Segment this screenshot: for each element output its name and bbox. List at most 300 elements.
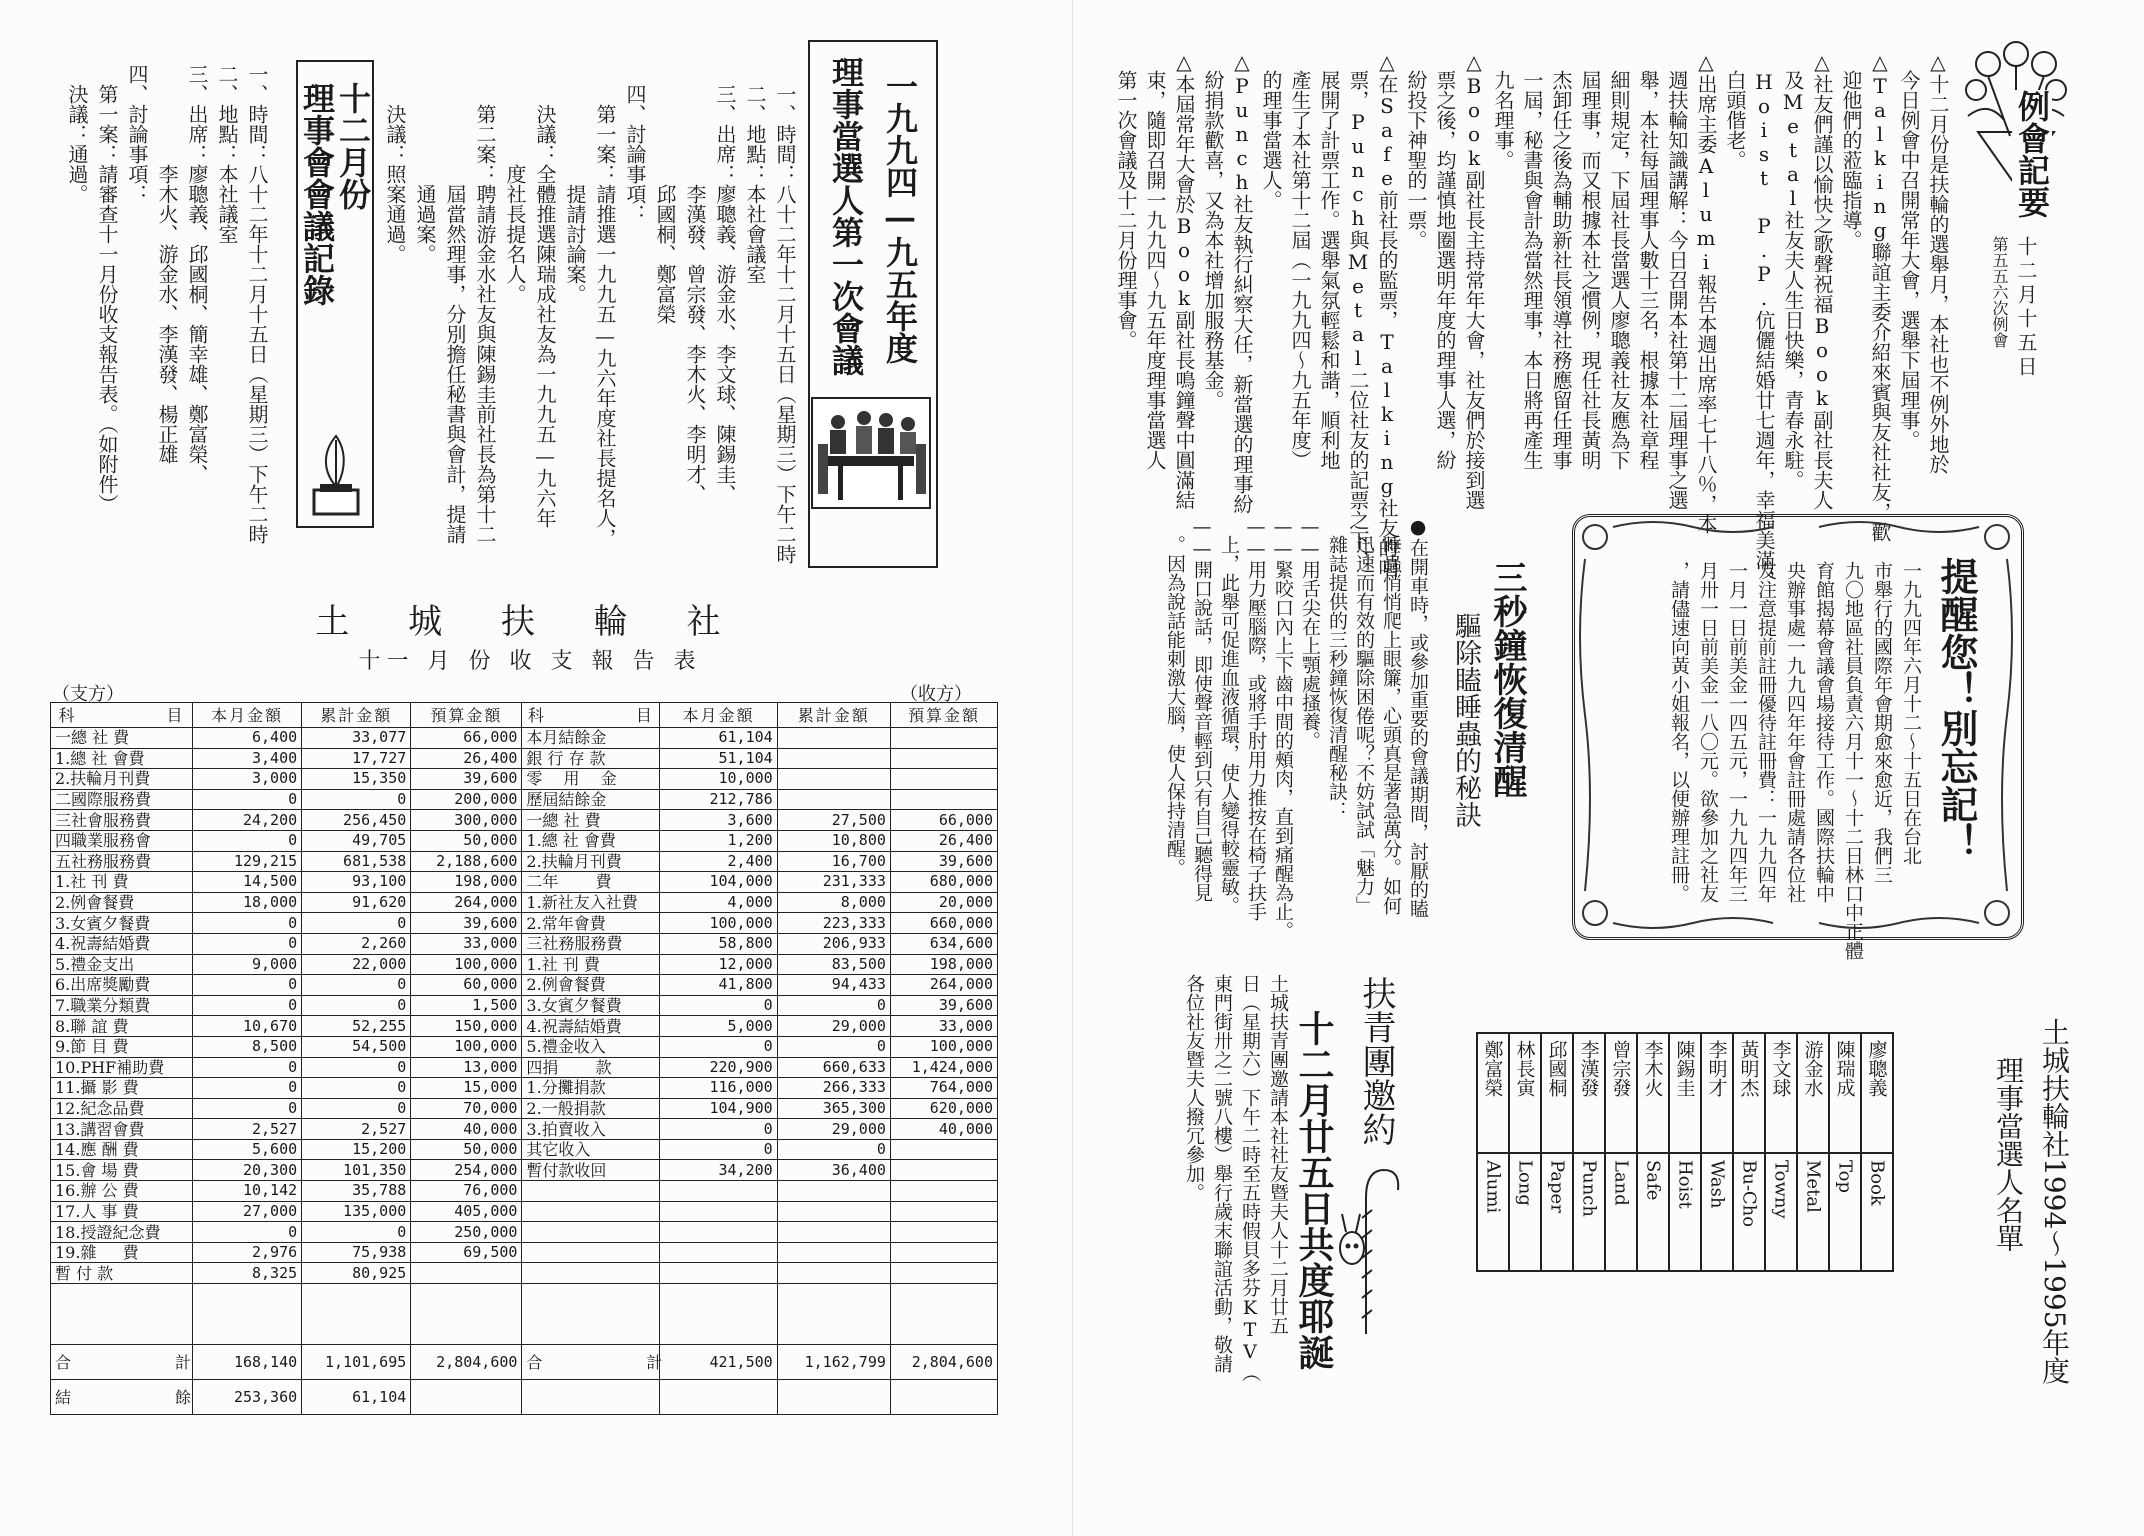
income-item: 暫付款收回 bbox=[522, 1160, 660, 1181]
expense-item: 暫 付 款 bbox=[51, 1263, 193, 1284]
tips-line-6: ——緊咬口內上下齒中間的頰肉，直到痛醒為止。 bbox=[1272, 516, 1294, 940]
expense-cumulative: 93,100 bbox=[302, 872, 411, 893]
meeting2-line-6: 第一案：請審查十一月份收支報告表。（如附件） bbox=[95, 64, 119, 514]
income-item bbox=[522, 1263, 660, 1284]
income-cumulative bbox=[777, 1242, 890, 1263]
expense-item: 5.禮金支出 bbox=[51, 954, 193, 975]
expense-cumulative: 2,527 bbox=[302, 1119, 411, 1140]
expense-total-label: 合 計 bbox=[51, 1345, 193, 1380]
finance-row bbox=[51, 851, 998, 872]
income-cumulative: 266,333 bbox=[777, 1078, 890, 1099]
expense-item: 10.PHF補助費 bbox=[51, 1057, 193, 1078]
income-month: 0 bbox=[660, 995, 777, 1016]
meeting1-line-4: 李漢發、曾宗發、李木火、李明才、 bbox=[683, 84, 707, 504]
expense-item: 8.聯 誼 費 bbox=[51, 1016, 193, 1037]
finance-balance-row bbox=[51, 1380, 998, 1415]
expense-month: 6,400 bbox=[193, 728, 302, 749]
header-expense-item: 科 目 bbox=[51, 703, 193, 728]
income-month: 212,786 bbox=[660, 789, 777, 810]
expense-cumulative: 22,000 bbox=[302, 954, 411, 975]
income-month: 104,000 bbox=[660, 872, 777, 893]
income-item: 2.扶輪月刊費 bbox=[522, 851, 660, 872]
minutes-line-24: 的理事當選人。 bbox=[1259, 50, 1283, 210]
expense-total-cumulative: 1,101,695 bbox=[302, 1345, 411, 1380]
roster-name: 黃明杰 bbox=[1737, 1040, 1760, 1097]
income-item bbox=[522, 1181, 660, 1202]
expense-total-budget: 2,804,600 bbox=[411, 1345, 522, 1380]
finance-row bbox=[51, 1036, 998, 1057]
meeting1-title-line2: 理事當選人第一次會議 bbox=[827, 56, 865, 376]
minutes-line-6: 及Metal社友夫人生日快樂，青春永駐。 bbox=[1781, 50, 1805, 490]
reminder-line-7: 一月一日前美金一四五元，一九九四年三 bbox=[1726, 561, 1748, 903]
income-month: 10,000 bbox=[660, 769, 777, 790]
expense-cumulative: 256,450 bbox=[302, 810, 411, 831]
finance-row bbox=[51, 748, 998, 769]
minutes-line-15: 一屆，秘書與會計為當然理事，本日將再產生 bbox=[1520, 50, 1544, 470]
income-cumulative bbox=[777, 1222, 890, 1243]
income-month bbox=[660, 1222, 777, 1243]
roster-nickname: Safe bbox=[1642, 1160, 1664, 1201]
expense-month: 18,000 bbox=[193, 892, 302, 913]
meeting2-line-1: 一、時間：八十二年十二月十五日（星期三）下午二時 bbox=[245, 64, 269, 544]
income-total-month: 421,500 bbox=[660, 1345, 777, 1380]
income-item bbox=[522, 1242, 660, 1263]
income-cumulative: 0 bbox=[777, 995, 890, 1016]
finance-row bbox=[51, 995, 998, 1016]
income-budget: 39,600 bbox=[890, 995, 997, 1016]
finance-club-name: 土 城 扶 輪 社 bbox=[315, 602, 745, 642]
finance-header-row bbox=[51, 703, 998, 728]
minutes-line-19: 紛投下神聖的一票。 bbox=[1404, 50, 1428, 250]
expense-budget: 39,600 bbox=[411, 769, 522, 790]
income-budget bbox=[890, 769, 997, 790]
expense-cumulative: 101,350 bbox=[302, 1160, 411, 1181]
expense-total-month: 168,140 bbox=[193, 1345, 302, 1380]
income-month: 100,000 bbox=[660, 913, 777, 934]
income-cumulative: 365,300 bbox=[777, 1098, 890, 1119]
income-month: 51,104 bbox=[660, 748, 777, 769]
expense-item: 3.女賓夕餐費 bbox=[51, 913, 193, 934]
expense-cumulative: 0 bbox=[302, 1057, 411, 1078]
reminder-line-5: 央辦事處一九九四年年會註冊處請各位社 bbox=[1784, 561, 1806, 903]
minutes-line-18: 票之後，均謹慎地圈選明年度的理事人選，紛 bbox=[1433, 50, 1457, 470]
income-item: 二年 費 bbox=[522, 872, 660, 893]
income-cumulative bbox=[777, 769, 890, 790]
invite-line-4: 各位社友暨夫人撥冗參加。 bbox=[1183, 974, 1205, 1202]
meeting2-line-3: 三、出席：廖聰義、邱國桐、簡幸雄、鄭富榮、 bbox=[185, 64, 209, 484]
income-budget bbox=[890, 1160, 997, 1181]
income-month: 12,000 bbox=[660, 954, 777, 975]
expense-budget: 50,000 bbox=[411, 830, 522, 851]
income-cumulative bbox=[777, 748, 890, 769]
income-item: 一總 社 費 bbox=[522, 810, 660, 831]
finance-report-title: 十一 月 份 收 支 報 告 表 bbox=[358, 649, 702, 674]
reminder-line-3: 九〇地區社員負責六月十一～十二日林口中正體 bbox=[1842, 561, 1864, 960]
finance-row bbox=[51, 1139, 998, 1160]
expense-budget: 50,000 bbox=[411, 1139, 522, 1160]
meeting1-line-3: 三、出席：廖聰義、游金水、李文球、陳錫圭、 bbox=[713, 84, 737, 504]
income-budget bbox=[890, 789, 997, 810]
income-budget: 20,000 bbox=[890, 892, 997, 913]
expense-item: 15.會 場 費 bbox=[51, 1160, 193, 1181]
expense-month: 2,976 bbox=[193, 1242, 302, 1263]
meeting1-line-10: 度社長提名人。 bbox=[503, 84, 527, 304]
expense-month: 0 bbox=[193, 1222, 302, 1243]
expense-month: 0 bbox=[193, 995, 302, 1016]
expense-month: 129,215 bbox=[193, 851, 302, 872]
income-month: 4,000 bbox=[660, 892, 777, 913]
expense-month: 0 bbox=[193, 1098, 302, 1119]
income-item: 三社務服務費 bbox=[522, 933, 660, 954]
income-total-budget: 2,804,600 bbox=[890, 1345, 997, 1380]
expense-month: 8,500 bbox=[193, 1036, 302, 1057]
expense-month: 20,300 bbox=[193, 1160, 302, 1181]
candy-cane-bunny-icon bbox=[1332, 1158, 1404, 1338]
expense-budget: 13,000 bbox=[411, 1057, 522, 1078]
minutes-line-3: △Talking聯誼主委介紹來賓與友社社友，歡 bbox=[1868, 50, 1892, 542]
expense-item: 4.祝壽結婚費 bbox=[51, 933, 193, 954]
minutes-title: 例會記要 bbox=[2013, 90, 2051, 218]
expense-cumulative: 17,727 bbox=[302, 748, 411, 769]
income-cumulative: 29,000 bbox=[777, 1016, 890, 1037]
reminder-line-1: 一九九四年六月十二～十五日在台北 bbox=[1900, 561, 1922, 865]
expense-cumulative: 15,350 bbox=[302, 769, 411, 790]
tips-line-2: 睡蟲悄悄爬上眼簾，心頭真是著急萬分。如何 bbox=[1380, 516, 1402, 915]
meeting1-title-box bbox=[808, 40, 938, 568]
expense-budget: 200,000 bbox=[411, 789, 522, 810]
income-month: 1,200 bbox=[660, 830, 777, 851]
finance-table bbox=[50, 702, 998, 1415]
expense-item: 1.總 社 會費 bbox=[51, 748, 193, 769]
expense-item: 二國際服務費 bbox=[51, 789, 193, 810]
income-total-label: 合 計 bbox=[522, 1345, 660, 1380]
income-side-label: （收方） bbox=[900, 684, 972, 705]
income-item: 2.例會餐費 bbox=[522, 975, 660, 996]
minutes-line-13: 屆理事，而又根據本社之慣例，現任社長黃明 bbox=[1578, 50, 1602, 470]
roster-name: 曾宗發 bbox=[1609, 1040, 1632, 1097]
expense-month: 0 bbox=[193, 975, 302, 996]
finance-row bbox=[51, 892, 998, 913]
finance-row bbox=[51, 872, 998, 893]
income-budget bbox=[890, 1181, 997, 1202]
income-month bbox=[660, 1242, 777, 1263]
expense-cumulative: 35,788 bbox=[302, 1181, 411, 1202]
income-item: 5.禮金收入 bbox=[522, 1036, 660, 1057]
income-budget bbox=[890, 1139, 997, 1160]
income-budget bbox=[890, 1242, 997, 1263]
board-roster-table bbox=[1476, 1032, 1894, 1272]
header-income-item: 科 目 bbox=[522, 703, 660, 728]
expense-cumulative: 52,255 bbox=[302, 1016, 411, 1037]
expense-budget: 100,000 bbox=[411, 954, 522, 975]
expense-month: 0 bbox=[193, 1078, 302, 1099]
expense-item: 17.人 事 費 bbox=[51, 1201, 193, 1222]
expense-budget: 39,600 bbox=[411, 913, 522, 934]
minutes-line-9: △出席主委Alumi報告本週出席率七十八％，本 bbox=[1694, 50, 1718, 534]
expense-item: 14.應 酬 費 bbox=[51, 1139, 193, 1160]
finance-spacer-row bbox=[51, 1284, 998, 1345]
header-income-budget: 預算金額 bbox=[890, 703, 997, 728]
expense-month: 2,527 bbox=[193, 1119, 302, 1140]
minutes-line-16: 九名理事。 bbox=[1491, 50, 1515, 170]
tips-line-3: 迅速而有效的驅除困倦呢？不妨試試「魅力」 bbox=[1353, 516, 1375, 915]
meeting1-line-12: 屆當然理事，分別擔任秘書與會計，提請 bbox=[443, 84, 467, 544]
income-budget: 100,000 bbox=[890, 1036, 997, 1057]
roster-title-line1: 土城扶輪社1994～1995年度 bbox=[2038, 1018, 2071, 1385]
income-month: 116,000 bbox=[660, 1078, 777, 1099]
minutes-line-29: 第一次會議及十二月份理事會。 bbox=[1114, 50, 1138, 350]
meeting1-line-5: 邱國桐、鄭富榮 bbox=[653, 84, 677, 324]
income-item: 2.一般捐款 bbox=[522, 1098, 660, 1119]
expense-cumulative: 681,538 bbox=[302, 851, 411, 872]
quill-inkwell-icon bbox=[306, 432, 366, 518]
meeting1-line-2: 二、地點：本社會議室 bbox=[743, 84, 767, 284]
expense-cumulative: 75,938 bbox=[302, 1242, 411, 1263]
minutes-line-21: 票，Punch與Metal二位社友的記票之下， bbox=[1346, 50, 1370, 570]
minutes-line-20: △在Safe前社長的監票，Talking社友的唱 bbox=[1375, 50, 1399, 578]
income-month: 104,900 bbox=[660, 1098, 777, 1119]
invite-title: 扶青團邀約 bbox=[1356, 976, 1396, 1146]
finance-total-row bbox=[51, 1345, 998, 1380]
minutes-line-8: 白頭偕老。 bbox=[1723, 50, 1747, 170]
roster-nickname: Towny bbox=[1770, 1160, 1792, 1219]
roster-name: 李漢發 bbox=[1577, 1040, 1600, 1097]
reminder-line-2: 市舉行的國際年會期愈來愈近，我們三 bbox=[1871, 561, 1893, 884]
finance-row bbox=[51, 1222, 998, 1243]
roster-name: 李明才 bbox=[1705, 1040, 1728, 1097]
income-item: 4.祝壽結婚費 bbox=[522, 1016, 660, 1037]
finance-row bbox=[51, 1098, 998, 1119]
roster-name: 廖聰義 bbox=[1865, 1040, 1888, 1097]
expense-item: 18.授證紀念費 bbox=[51, 1222, 193, 1243]
income-month bbox=[660, 1181, 777, 1202]
expense-budget: 26,400 bbox=[411, 748, 522, 769]
expense-item: 2.例會餐費 bbox=[51, 892, 193, 913]
income-month bbox=[660, 1201, 777, 1222]
finance-row bbox=[51, 1242, 998, 1263]
minutes-line-7: Hoist P.P.伉儷結婚廿七週年，幸福美滿， bbox=[1752, 50, 1776, 590]
reminder-line-6: 友注意提前註冊優待註冊費：一九九四年 bbox=[1755, 561, 1777, 903]
meeting1-line-14: 決議：照案通過。 bbox=[383, 84, 407, 264]
income-month bbox=[660, 1263, 777, 1284]
income-item: 2.常年會費 bbox=[522, 913, 660, 934]
income-budget: 198,000 bbox=[890, 954, 997, 975]
income-budget: 634,600 bbox=[890, 933, 997, 954]
expense-month: 3,400 bbox=[193, 748, 302, 769]
income-item: 本月結餘金 bbox=[522, 728, 660, 749]
expense-budget: 66,000 bbox=[411, 728, 522, 749]
roster-nickname: Metal bbox=[1802, 1160, 1824, 1213]
income-month: 61,104 bbox=[660, 728, 777, 749]
roster-nickname: Long bbox=[1514, 1160, 1536, 1206]
expense-month: 8,325 bbox=[193, 1263, 302, 1284]
income-cumulative bbox=[777, 1263, 890, 1284]
finance-row bbox=[51, 1160, 998, 1181]
income-item: 歷屆結餘金 bbox=[522, 789, 660, 810]
tips-line-4: 雜誌提供的三秒鐘恢復清醒秘訣： bbox=[1326, 516, 1348, 820]
income-month: 34,200 bbox=[660, 1160, 777, 1181]
invite-line-3: 東門街卅之二號八樓）舉行歲末聯誼活動，敬請 bbox=[1211, 974, 1233, 1373]
roster-name: 李木火 bbox=[1641, 1040, 1664, 1097]
roster-nickname: Bu-Cho bbox=[1738, 1160, 1760, 1228]
expense-item: 16.辦 公 費 bbox=[51, 1181, 193, 1202]
expense-budget: 150,000 bbox=[411, 1016, 522, 1037]
expense-cumulative: 15,200 bbox=[302, 1139, 411, 1160]
minutes-line-17: △Book副社長主持常年大會，社友們於接到選 bbox=[1462, 50, 1486, 510]
roster-nickname: Book bbox=[1866, 1160, 1888, 1206]
roster-name: 林長寅 bbox=[1513, 1040, 1536, 1097]
income-budget: 66,000 bbox=[890, 810, 997, 831]
income-item: 1.分攤捐款 bbox=[522, 1078, 660, 1099]
minutes-line-22: 展開了計票工作。選舉氣氛輕鬆和諧，順利地 bbox=[1317, 50, 1341, 470]
roster-name: 陳瑞成 bbox=[1833, 1040, 1856, 1097]
balance-label: 結 餘 bbox=[51, 1380, 193, 1415]
expense-cumulative: 135,000 bbox=[302, 1201, 411, 1222]
expense-cumulative: 0 bbox=[302, 789, 411, 810]
income-cumulative: 223,333 bbox=[777, 913, 890, 934]
tips-line-9: ——開口說話，即使聲音輕到只有自己聽得見 bbox=[1191, 516, 1213, 902]
income-cumulative: 36,400 bbox=[777, 1160, 890, 1181]
expense-cumulative: 54,500 bbox=[302, 1036, 411, 1057]
invite-line-1: 土城扶青團邀請本社社友暨夫人十二月廿五 bbox=[1267, 974, 1289, 1335]
expense-cumulative: 91,620 bbox=[302, 892, 411, 913]
income-cumulative: 94,433 bbox=[777, 975, 890, 996]
income-budget: 764,000 bbox=[890, 1078, 997, 1099]
expense-item: 三社會服務費 bbox=[51, 810, 193, 831]
finance-row bbox=[51, 1057, 998, 1078]
expense-month: 0 bbox=[193, 933, 302, 954]
finance-row bbox=[51, 728, 998, 749]
minutes-line-14: 杰卸任之後為輔助新社長領導社務應留任理事 bbox=[1549, 50, 1573, 470]
income-month: 3,600 bbox=[660, 810, 777, 831]
expense-budget: 60,000 bbox=[411, 975, 522, 996]
income-cumulative: 206,933 bbox=[777, 933, 890, 954]
expense-month: 24,200 bbox=[193, 810, 302, 831]
minutes-line-5: △社友們謹以愉快之歌聲祝福Book副社長夫人 bbox=[1810, 50, 1834, 510]
income-cumulative bbox=[777, 728, 890, 749]
meeting1-title-line1: 一九九四—九五年度 bbox=[881, 70, 919, 364]
expense-cumulative: 80,925 bbox=[302, 1263, 411, 1284]
income-budget bbox=[890, 1222, 997, 1243]
expense-item: 12.紀念品費 bbox=[51, 1098, 193, 1119]
meeting-illustration bbox=[808, 392, 934, 514]
income-budget bbox=[890, 1263, 997, 1284]
expense-item: 6.出席獎勵費 bbox=[51, 975, 193, 996]
balance-month: 253,360 bbox=[193, 1380, 302, 1415]
roster-title-line2: 理事當選人名單 bbox=[1992, 1056, 2025, 1252]
income-item: 1.新社友入社費 bbox=[522, 892, 660, 913]
reminder-line-4: 育館揭幕會議會場接待工作。國際扶輪中 bbox=[1813, 561, 1835, 903]
expense-budget: 250,000 bbox=[411, 1222, 522, 1243]
header-income-month: 本月金額 bbox=[660, 703, 777, 728]
income-budget: 26,400 bbox=[890, 830, 997, 851]
finance-row bbox=[51, 933, 998, 954]
expense-budget: 405,000 bbox=[411, 1201, 522, 1222]
meeting1-line-1: 一、時間：八十二年十二月十五日（星期三）下午二時 bbox=[773, 84, 797, 564]
header-income-cumulative: 累計金額 bbox=[777, 703, 890, 728]
finance-row bbox=[51, 1119, 998, 1140]
income-month: 0 bbox=[660, 1139, 777, 1160]
tips-line-8: 上，此舉可促進血液循環，使人變得較靈敏。 bbox=[1218, 516, 1240, 915]
expense-month: 14,500 bbox=[193, 872, 302, 893]
tips-line-10: 。因為說話能刺激大腦，使人保持清醒。 bbox=[1164, 516, 1186, 877]
minutes-line-25: △Punch社友執行糾察大任，新當選的理事紛 bbox=[1230, 50, 1254, 514]
income-item: 零 用 金 bbox=[522, 769, 660, 790]
expense-month: 0 bbox=[193, 913, 302, 934]
expense-budget: 70,000 bbox=[411, 1098, 522, 1119]
minutes-line-11: 舉，本社每屆理事人數十三名，根據本社章程 bbox=[1636, 50, 1660, 470]
tips-line-7: ——用力壓腦際，或將手肘用力推按在椅子扶手 bbox=[1245, 516, 1267, 921]
roster-name: 游金水 bbox=[1801, 1040, 1824, 1097]
expense-budget: 33,000 bbox=[411, 933, 522, 954]
income-month: 5,000 bbox=[660, 1016, 777, 1037]
income-cumulative: 231,333 bbox=[777, 872, 890, 893]
income-cumulative: 29,000 bbox=[777, 1119, 890, 1140]
income-total-cumulative: 1,162,799 bbox=[777, 1345, 890, 1380]
income-cumulative: 8,000 bbox=[777, 892, 890, 913]
expense-month: 27,000 bbox=[193, 1201, 302, 1222]
meeting1-line-8: 提請討論案。 bbox=[563, 84, 587, 304]
reminder-title: 提醒您！別忘記！ bbox=[1934, 557, 1979, 861]
header-expense-budget: 預算金額 bbox=[411, 703, 522, 728]
income-budget: 680,000 bbox=[890, 872, 997, 893]
income-cumulative: 27,500 bbox=[777, 810, 890, 831]
roster-nickname: Punch bbox=[1578, 1160, 1600, 1217]
finance-row bbox=[51, 810, 998, 831]
reminder-line-9: ，請儘速向黃小姐報名，以便辦理註冊。 bbox=[1668, 561, 1690, 903]
page-fold bbox=[1072, 0, 1073, 1536]
roster-nickname: Alumi bbox=[1482, 1160, 1504, 1214]
income-item bbox=[522, 1201, 660, 1222]
income-cumulative: 660,633 bbox=[777, 1057, 890, 1078]
income-month: 0 bbox=[660, 1036, 777, 1057]
income-budget bbox=[890, 728, 997, 749]
meeting1-line-7: 第一案：請推選一九九五—九六年度社長提名人， bbox=[593, 84, 617, 548]
expense-budget: 76,000 bbox=[411, 1181, 522, 1202]
roster-nickname: Wash bbox=[1706, 1160, 1728, 1209]
meeting1-line-11: 第二案：聘請游金水社友與陳錫圭前社長為第十二 bbox=[473, 84, 497, 544]
income-cumulative bbox=[777, 1181, 890, 1202]
tips-title: 三秒鐘恢復清醒 bbox=[1487, 560, 1527, 798]
tips-line-5: ——用舌尖在上顎處搔養。 bbox=[1299, 516, 1321, 750]
income-budget bbox=[890, 748, 997, 769]
income-budget: 660,000 bbox=[890, 913, 997, 934]
finance-row bbox=[51, 1181, 998, 1202]
income-cumulative: 0 bbox=[777, 1036, 890, 1057]
meeting2-line-4: 李木火、游金水、李漢發、楊正雄 bbox=[155, 64, 179, 464]
expense-budget: 1,500 bbox=[411, 995, 522, 1016]
expense-cumulative: 0 bbox=[302, 1078, 411, 1099]
meeting2-line-7: 決議：通過。 bbox=[65, 64, 89, 204]
expense-month: 3,000 bbox=[193, 769, 302, 790]
expense-month: 0 bbox=[193, 830, 302, 851]
expense-budget: 15,000 bbox=[411, 1078, 522, 1099]
expense-cumulative: 0 bbox=[302, 995, 411, 1016]
minutes-session: 第五五六次例會 bbox=[1990, 236, 2009, 348]
invite-line-2: 日（星期六）下午二時至五時假貝多芬KTV（ bbox=[1239, 974, 1261, 1382]
income-month: 41,800 bbox=[660, 975, 777, 996]
expense-item: 1.社 刊 費 bbox=[51, 872, 193, 893]
income-item: 銀 行 存 款 bbox=[522, 748, 660, 769]
expense-budget: 40,000 bbox=[411, 1119, 522, 1140]
income-item: 四捐 款 bbox=[522, 1057, 660, 1078]
expense-month: 5,600 bbox=[193, 1139, 302, 1160]
roster-nickname: Hoist bbox=[1674, 1160, 1696, 1209]
finance-row bbox=[51, 1263, 998, 1284]
roster-name: 鄭富榮 bbox=[1481, 1040, 1504, 1097]
expense-cumulative: 49,705 bbox=[302, 830, 411, 851]
income-cumulative: 0 bbox=[777, 1139, 890, 1160]
